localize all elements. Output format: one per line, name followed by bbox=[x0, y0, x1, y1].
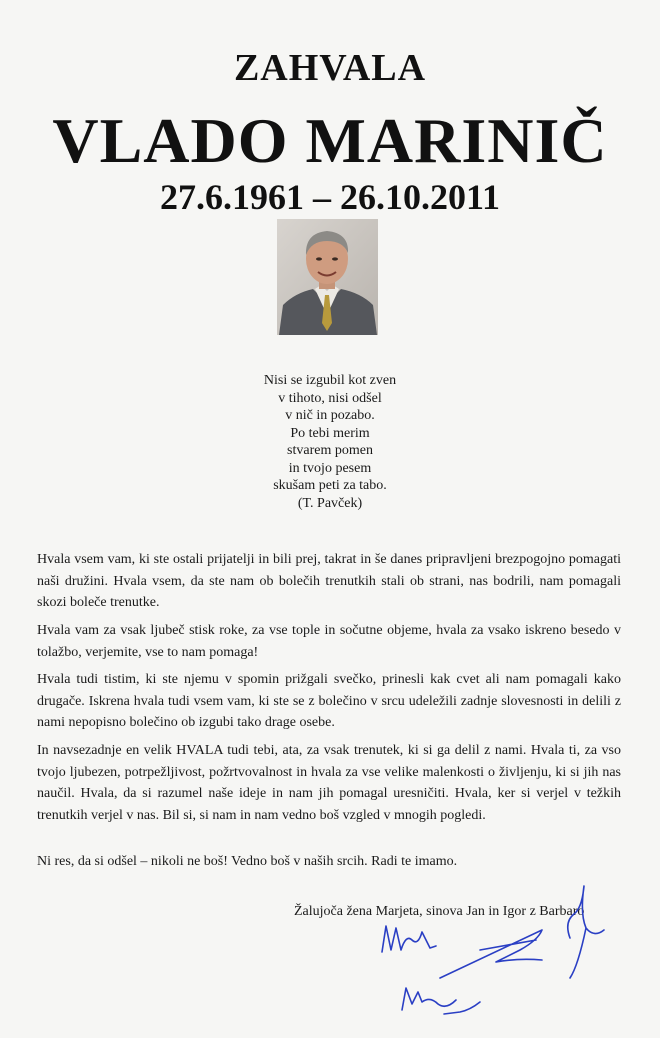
thanks-title: ZAHVALA bbox=[233, 47, 427, 89]
thanks-paragraph: Hvala tudi tistim, ki ste njemu v spomin prižgali svečko, prinesli kak cvet ali nam pomagali kako drugače. Iskrena hvala tudi vsem vam, ki ste se z bolečino v srcu udeležili zadnje slovesnosti in delili z nami nepopisno bolečino ob izgubi tako drage osebe. bbox=[37, 672, 621, 730]
signature-barbaro bbox=[402, 988, 480, 1014]
life-dates: 27.6.1961 – 26.10.2011 bbox=[159, 177, 500, 217]
signature-jan bbox=[440, 930, 542, 978]
closing-line: Ni res, da si odšel – nikoli ne boš! Vedno boš v naših srcih. Radi te imamo. bbox=[37, 854, 458, 869]
poem-line: v tihoto, nisi odšel bbox=[278, 390, 382, 406]
portrait-illustration bbox=[277, 219, 378, 335]
signature-igor bbox=[568, 886, 604, 978]
deceased-name: VLADO MARINIČ bbox=[52, 105, 608, 176]
handwritten-signatures bbox=[360, 870, 640, 1030]
poem-line: Nisi se izgubil kot zven bbox=[263, 373, 397, 388]
poem-line: Po tebi merim bbox=[290, 425, 370, 441]
portrait-photo bbox=[277, 219, 378, 335]
thanks-paragraph: Hvala vsem vam, ki ste ostali prijatelji in bili prej, takrat in še danes pripravljeni brezpogojno pomagati naši družini. Hvala vsem, da ste nam ob bolečih trenutkih stali ob strani, nas bodrili, nam pomagali skozi boleče trenutke. bbox=[37, 552, 621, 610]
signed-by: Žalujoča žena Marjeta, sinova Jan in Igor z Barbaro bbox=[294, 904, 585, 919]
thanks-paragraph: Hvala vam za vsak ljubeč stisk roke, za vse tople in sočutne objeme, hvala za vsako iskreno besedo v tolažbo, verjemite, vse to nam pomaga! bbox=[37, 623, 621, 660]
poem-line: stvarem pomen bbox=[287, 443, 373, 458]
poem-line: skušam peti za tabo. bbox=[273, 478, 387, 493]
poem-line: in tvojo pesem bbox=[288, 460, 372, 476]
poem-line: v nič in pozabo. bbox=[285, 408, 375, 423]
memorial-poem bbox=[0, 372, 660, 512]
signature-marjeta bbox=[382, 926, 436, 952]
poem-attribution: (T. Pavček) bbox=[297, 495, 363, 511]
thanks-paragraph: In navsezadnje en velik HVALA tudi tebi, ata, za vsak trenutek, ki si ga delil z nami. Hvala ti, za vso tvojo ljubezen, potrpežljivost, požrtvovalnost in hvala za vse velike malenkosti o življenju, ki si jih nas naučil. Hvala, da si razumel naše ideje in nam jih pomagal uresničiti. Hvala, ker si verjel v težkih trenutkih verjel v nas. Bil si, si nam in nam vedno boš vzgled v mnogih pogledi. bbox=[37, 743, 621, 823]
